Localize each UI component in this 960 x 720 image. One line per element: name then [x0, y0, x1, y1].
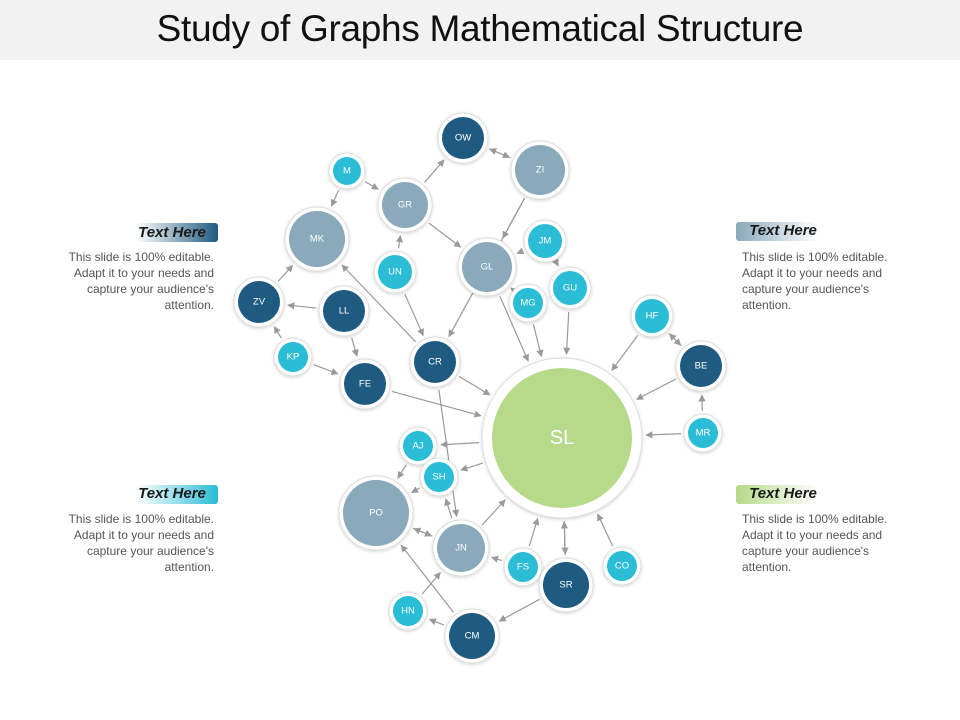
- edge-kp-zv: [274, 327, 281, 339]
- node-label: JM: [538, 235, 552, 247]
- callout-body-bottom-right: This slide is 100% editable. Adapt it to your needs and capture your audience's attention.: [742, 512, 888, 574]
- callout-heading-top-right: Text Here: [749, 222, 817, 239]
- node-fs: [504, 548, 542, 586]
- node-sr: [539, 558, 593, 612]
- node-label: ZI: [535, 164, 545, 176]
- edge-jm-gl: [517, 251, 523, 254]
- callout-heading-bottom-left: Text Here: [138, 485, 206, 502]
- edge-cr-sl: [459, 376, 490, 394]
- node-ow: [438, 113, 488, 163]
- node-fe: [340, 359, 390, 409]
- node-ll: [319, 286, 369, 336]
- node-mg: [509, 284, 547, 322]
- node-label: ZV: [252, 296, 266, 308]
- node-po: [339, 476, 413, 550]
- node-jm: [524, 220, 566, 262]
- node-label: LL: [338, 305, 350, 317]
- edge-zi-ow: [490, 149, 511, 158]
- node-label: OW: [454, 132, 472, 144]
- node-zv: [234, 277, 284, 327]
- node-sl: [482, 358, 642, 518]
- edge-fe-sl: [392, 391, 481, 415]
- node-gr: [378, 178, 432, 232]
- edge-sr-sl: [564, 522, 565, 555]
- node-cm: [445, 609, 499, 663]
- node-label: KP: [286, 351, 300, 363]
- callout-body-top-left: This slide is 100% editable. Adapt it to your needs and capture your audience's attention.: [68, 250, 214, 312]
- edge-fs-sl: [529, 518, 537, 546]
- node-m: [329, 153, 365, 189]
- node-label: CM: [464, 630, 480, 642]
- node-label: M: [343, 165, 351, 177]
- node-zi: [511, 141, 569, 199]
- node-label: GU: [562, 282, 578, 294]
- edge-mg-sl: [533, 324, 541, 356]
- node-gl: [458, 238, 516, 296]
- node-label: FS: [516, 561, 530, 573]
- node-un: [374, 251, 416, 293]
- edge-jn-sh: [446, 499, 452, 518]
- edge-jm-gu: [556, 262, 558, 266]
- callout-heading-top-left: Text Here: [138, 224, 206, 241]
- edge-co-sl: [598, 514, 613, 546]
- edge-m-gr: [365, 182, 378, 190]
- node-be: [676, 341, 726, 391]
- edge-ll-zv: [288, 305, 316, 308]
- node-layer: [234, 113, 726, 663]
- node-label: CO: [614, 560, 630, 572]
- node-cr: [410, 337, 460, 387]
- node-mr: [684, 414, 722, 452]
- node-label: HN: [401, 605, 415, 617]
- node-label: PO: [369, 507, 383, 519]
- node-label: MR: [695, 427, 711, 439]
- edge-be-sl: [637, 379, 677, 399]
- edge-un-gr: [399, 236, 401, 249]
- node-kp: [274, 338, 312, 376]
- node-label: HF: [645, 310, 659, 322]
- node-label: GR: [397, 199, 413, 211]
- callout-body-top-right: This slide is 100% editable. Adapt it to your needs and capture your audience's attention.: [742, 250, 888, 312]
- edge-be-hf: [669, 334, 681, 346]
- node-label: FE: [358, 378, 372, 390]
- node-label: UN: [388, 266, 402, 278]
- edge-gu-sl: [566, 312, 568, 354]
- edge-cm-hn: [429, 619, 444, 625]
- node-label: SH: [432, 471, 446, 483]
- node-label: GL: [480, 261, 494, 273]
- edge-aj-po: [398, 465, 407, 479]
- node-label: SR: [559, 579, 573, 591]
- edge-ll-fe: [352, 338, 357, 356]
- callout-body-bottom-left: This slide is 100% editable. Adapt it to your needs and capture your audience's attention.: [68, 512, 214, 574]
- node-label: SL: [549, 427, 575, 449]
- edge-jn-po: [414, 529, 432, 537]
- node-jn: [433, 520, 489, 576]
- edge-gr-ow: [425, 160, 444, 182]
- edge-m-mk: [332, 190, 339, 206]
- edge-hf-sl: [612, 335, 638, 370]
- node-label: MG: [520, 297, 536, 309]
- edge-fs-jn: [492, 557, 502, 560]
- node-label: AJ: [412, 440, 424, 452]
- edge-kp-fe: [314, 365, 338, 374]
- node-label: CR: [428, 356, 442, 368]
- node-gu: [549, 267, 591, 309]
- node-hn: [389, 592, 427, 630]
- slide-title: Study of Graphs Mathematical Structure: [156, 8, 804, 49]
- callout-heading-bottom-right: Text Here: [749, 485, 817, 502]
- node-mk: [285, 207, 349, 271]
- edge-jn-sl: [482, 500, 505, 525]
- node-hf: [631, 295, 673, 337]
- edge-sh-po: [412, 488, 420, 493]
- edge-un-cr: [405, 294, 423, 336]
- edge-sl-sh: [461, 463, 483, 470]
- node-label: BE: [694, 360, 708, 372]
- edge-gr-gl: [429, 223, 461, 247]
- node-co: [603, 547, 641, 585]
- node-label: JN: [455, 542, 467, 554]
- node-label: MK: [309, 233, 325, 245]
- edge-zv-mk: [278, 265, 293, 281]
- edge-sr-cm: [499, 599, 539, 621]
- edge-mr-sl: [646, 434, 681, 435]
- node-sh: [420, 458, 458, 496]
